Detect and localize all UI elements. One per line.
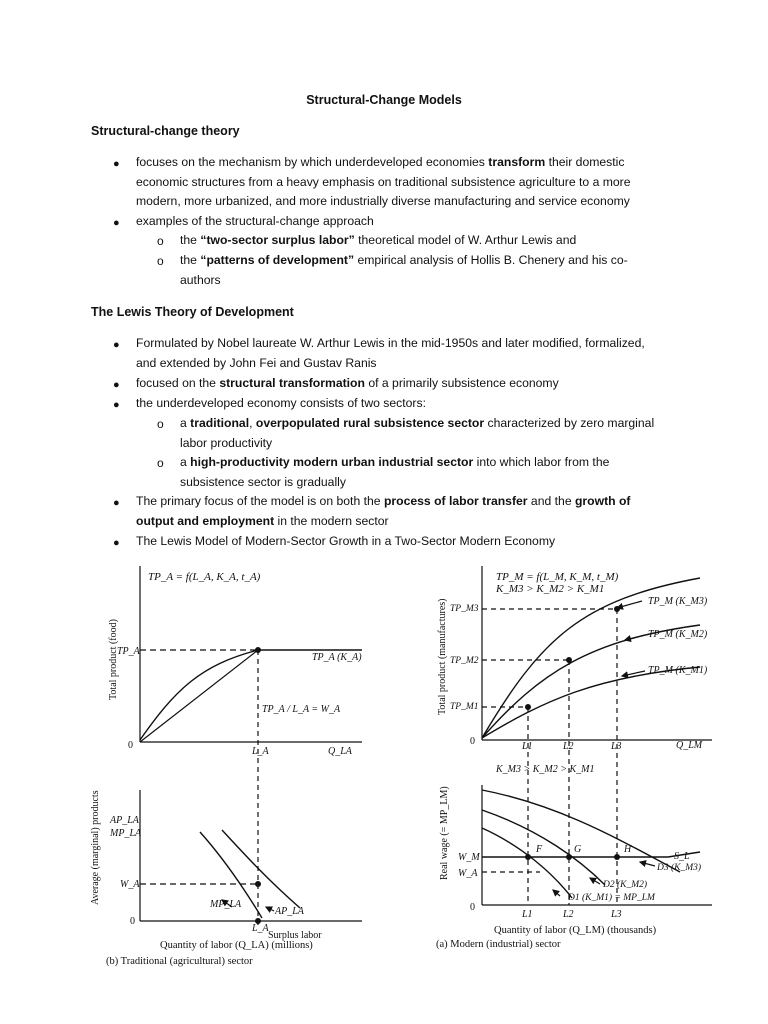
bullet-glyph: ● <box>113 158 120 170</box>
left-top-y-axis-label: Total product (food) <box>108 619 119 700</box>
sub-bullet-glyph: o <box>157 254 164 268</box>
right-bottom-y-axis-label: Real wage (= MP_LM) <box>439 786 450 880</box>
bold-run: structural transformation <box>219 376 365 390</box>
arrow <box>625 635 645 640</box>
tp-a-curve-label: TP_A (K_A) <box>312 652 362 663</box>
text-run: in the modern sector <box>274 514 389 528</box>
sub-bullet-text-cont: authors <box>180 273 221 287</box>
right-bottom-capital-order: K_M3 > K_M2 > K_M1 <box>496 764 595 775</box>
sub-bullet-text <box>180 414 654 434</box>
sub-bullet-glyph: o <box>157 234 164 248</box>
lewis-model-figure <box>0 555 768 975</box>
tp-a-curve <box>140 650 362 740</box>
point-f <box>525 854 531 860</box>
tp-m3-label: TP_M3 <box>450 604 479 614</box>
l3-bottom: L3 <box>611 909 622 920</box>
d2-label: D2 (K_M2) <box>603 880 648 890</box>
text-run: focused on the <box>136 376 220 390</box>
text-run: of a primarily subsistence economy <box>364 376 559 390</box>
tp-m2-curve-label: TP_M (K_M2) <box>648 629 708 640</box>
left-bottom-y-axis-label: Average (marginal) products <box>90 790 101 905</box>
right-top-origin: 0 <box>470 736 475 747</box>
bold-run: growth of <box>574 494 631 508</box>
right-function-label: TP_M = f(L_M, K_M, t_M) <box>496 571 619 583</box>
surplus-labor-label: Surplus labor <box>268 930 322 941</box>
arrow <box>266 907 274 911</box>
bullet-glyph: ● <box>113 537 120 549</box>
bullet-text-cont: economic structures from a heavy emphasis on traditional subsistence agriculture to a more <box>136 175 631 189</box>
l3-top: L3 <box>611 741 622 752</box>
bold-run: transform <box>488 155 546 169</box>
wa-left-label: W_A <box>120 879 140 890</box>
text-run: their domestic <box>545 155 625 169</box>
sub-bullet-text-cont: labor productivity <box>180 436 273 450</box>
left-bottom-origin: 0 <box>130 916 135 927</box>
sub-bullet-text <box>180 251 628 271</box>
text-run: characterized by zero marginal <box>484 416 655 430</box>
bullet-text-cont: modern, more urbanized, and more industrially diverse manufacturing and service economy <box>136 194 630 208</box>
mp-la-curve-label: MP_LA <box>210 899 242 910</box>
bullet-text <box>136 153 624 173</box>
sub-bullet-glyph: o <box>157 417 164 431</box>
tp-m2-curve <box>482 625 700 738</box>
right-bottom-origin: 0 <box>470 902 475 913</box>
point-tp-m2 <box>566 657 572 663</box>
bold-run: overpopulated rural subsistence sector <box>255 416 485 430</box>
text-run: , <box>249 416 256 430</box>
tp-m1-curve-label: TP_M (K_M1) <box>648 665 708 676</box>
bullet-text-cont <box>136 512 389 532</box>
point-g <box>566 854 572 860</box>
wa-right-label: W_A <box>458 868 478 879</box>
point-wa-left <box>255 881 261 887</box>
bullet-text: Formulated by Nobel laureate W. Arthur Lewis in the mid-1950s and later modified, formalized, <box>136 336 645 350</box>
bold-run: output and employment <box>136 514 275 528</box>
l1-bottom: L1 <box>522 909 533 920</box>
bullet-text: the underdeveloped economy consists of two sectors: <box>136 396 426 410</box>
bold-run: high-productivity modern urban industrial sector <box>190 455 474 469</box>
d2-curve <box>482 810 605 885</box>
text-run: a <box>180 416 191 430</box>
d3-curve <box>482 790 680 872</box>
sub-bullet-glyph: o <box>157 456 164 470</box>
arrow <box>553 890 560 896</box>
l2-bottom: L2 <box>563 909 574 920</box>
d1-label: D1 (K_M1) = MP_LM <box>568 893 655 903</box>
q-lm-label: Q_LM <box>676 740 703 751</box>
left-x-axis-label: Quantity of labor (Q_LA) (millions) <box>160 940 313 951</box>
bullet-text: examples of the structural-change approach <box>136 214 374 228</box>
h-label: H <box>624 844 632 855</box>
section-heading-lewis: The Lewis Theory of Development <box>91 305 294 319</box>
page-title: Structural-Change Models <box>306 93 462 107</box>
text-run: focuses on the mechanism by which underdeveloped economies <box>136 155 489 169</box>
section-heading-structural-change: Structural-change theory <box>91 124 240 138</box>
ap-la-axis-label: AP_LA <box>110 815 139 826</box>
left-function-label: TP_A = f(L_A, K_A, t_A) <box>148 571 261 583</box>
point-h <box>614 854 620 860</box>
sl-label: S_L <box>674 851 690 862</box>
bullet-text: The Lewis Model of Modern-Sector Growth in a Two-Sector Modern Economy <box>136 534 556 548</box>
right-caption: (a) Modern (industrial) sector <box>436 939 561 950</box>
text-run: the <box>180 233 201 247</box>
arrow <box>640 862 655 866</box>
d1-curve <box>482 828 572 898</box>
text-run: theoretical model of W. Arthur Lewis and <box>354 233 577 247</box>
text-run: a <box>180 455 191 469</box>
ap-la-curve-label: AP_LA <box>275 906 304 917</box>
q-la-label: Q_LA <box>328 746 352 757</box>
left-top-origin: 0 <box>128 740 133 751</box>
text-run: empirical analysis of Hollis B. Chenery and his co- <box>354 253 628 267</box>
right-top-y-axis-label: Total product (manufactures) <box>437 598 448 715</box>
ap-la-curve <box>222 830 300 908</box>
la-tick-top: L_A <box>252 746 269 757</box>
text-run: into which labor from the <box>473 455 610 469</box>
tp-m1-curve <box>482 667 700 738</box>
sub-bullet-text <box>180 453 609 473</box>
tp-m1-label: TP_M1 <box>450 702 479 712</box>
tp-a-level-label: TP_A <box>117 646 140 657</box>
text-run: and the <box>527 494 575 508</box>
bold-run: “two-sector surplus labor” <box>200 233 355 247</box>
wm-label: W_M <box>458 852 480 863</box>
bullet-glyph: ● <box>113 399 120 411</box>
bullet-text <box>136 492 631 512</box>
f-label: F <box>536 844 543 855</box>
text-run: the <box>180 253 201 267</box>
bold-run: “patterns of development” <box>200 253 355 267</box>
bold-run: traditional <box>190 416 250 430</box>
bullet-text-cont: and extended by John Fei and Gustav Ranis <box>136 356 377 370</box>
left-caption: (b) Traditional (agricultural) sector <box>106 956 253 967</box>
right-capital-order: K_M3 > K_M2 > K_M1 <box>496 583 605 595</box>
arrow <box>617 601 642 608</box>
point-tp-m1 <box>525 704 531 710</box>
la-tick-bottom: L_A <box>252 923 269 934</box>
ratio-label: TP_A / L_A = W_A <box>262 704 341 715</box>
bullet-glyph: ● <box>113 217 120 229</box>
bullet-glyph: ● <box>113 339 120 351</box>
l1-top: L1 <box>522 741 533 752</box>
d3-label: D3 (K_M3) <box>657 863 702 873</box>
bullet-text <box>136 374 559 394</box>
tp-a-ray <box>140 650 258 742</box>
text-run: The primary focus of the model is on both the <box>136 494 384 508</box>
l2-top: L2 <box>563 741 574 752</box>
tp-m3-curve-label: TP_M (K_M3) <box>648 596 708 607</box>
sub-bullet-text <box>180 231 576 251</box>
right-x-axis-label: Quantity of labor (Q_LM) (thousands) <box>494 925 657 936</box>
tp-m2-label: TP_M2 <box>450 656 479 666</box>
point-tp-a <box>255 647 261 653</box>
mp-la-axis-label: MP_LA <box>110 828 142 839</box>
bold-run: process of labor transfer <box>383 494 528 508</box>
bullet-glyph: ● <box>113 497 120 509</box>
sub-bullet-text-cont: subsistence sector is gradually <box>180 475 346 489</box>
bullet-glyph: ● <box>113 379 120 391</box>
g-label: G <box>574 844 582 855</box>
point-tp-m3 <box>614 606 620 612</box>
